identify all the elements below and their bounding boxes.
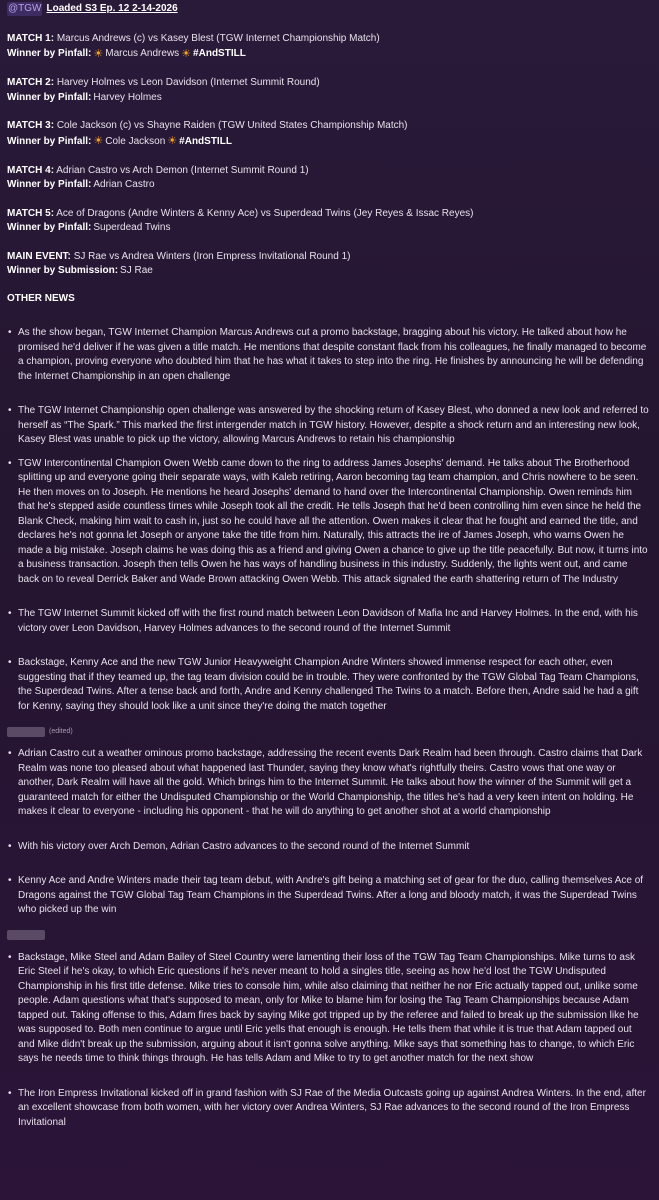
sun-icon: ☀ — [93, 47, 104, 60]
match-line — [7, 32, 651, 47]
news-item: • TGW Intercontinental Champion Owen Webb came down to the ring to address James Josephs' demand. He talks about The Brotherhood splitting up and everyone going their separate ways, with Kaleb retiring, Aaron becoming tag team champion, and Chris nowhere to be seen. He then moves on to Joseph. He mentions he heard Josephs' demand to hand over the Intercontinental Championship. Owen reminds him that he's stepped aside countless times while Joseph took all the credit. He tells Joseph that he'd been controlling him even since he held the Blank Check, making him wait to cash in, just so he could have all the attention. Owen makes it clear that he fought and earned the title, and declares he's not gonna let Joseph or anyone take the title from him. Naturally, this attracts the ire of James Joseph, who warns Owen he made a big mistake. Joseph claims he was doing this as a friend and giving Owen a chance to give up the title peacefully. But now, it turns into a business transaction. Joseph then tells Owen he has ways of handling business in this industry. Suddenly, the lights went out, and came back on to reveal Derrick Baker and Wade Brown attacking Owen Webb. This attack signaled the earth shattering return of The Industry — [7, 457, 651, 588]
match-desc: SJ Rae vs Andrea Winters (Iron Empress Invitational Round 1) — [73, 250, 351, 262]
match-line — [7, 76, 651, 91]
match-desc: Ace of Dragons (Andre Winters & Kenny Ace) vs Superdead Twins (Jey Reyes & Issac Reyes) — [56, 207, 474, 219]
match-label: MATCH 2: — [7, 77, 55, 89]
message-meta — [7, 930, 651, 942]
match-label: MATCH 1: — [7, 33, 55, 44]
winner-label: Winner by Pinfall: — [7, 48, 92, 60]
match-label: MATCH 3: — [7, 120, 55, 132]
winner-name: Marcus Andrews — [105, 48, 180, 60]
winner-label: Winner by Pinfall: — [7, 222, 92, 234]
winner-label: Winner by Submission: — [7, 265, 119, 277]
winner-label: Winner by Pinfall: — [7, 91, 92, 103]
match-line — [7, 250, 651, 265]
match-result — [7, 164, 651, 193]
sun-icon: ☀ — [181, 47, 192, 60]
match-label: MATCH 5: — [7, 207, 55, 219]
winner-label: Winner by Pinfall: — [7, 179, 92, 191]
match-desc: Cole Jackson (c) vs Shayne Raiden (TGW United States Championship Match) — [56, 120, 408, 132]
news-item: • The TGW Internet Summit kicked off with the first round match between Leon Davidson of Mafia Inc and Harvey Holmes. In the end, with his victory over Leon Davidson, Harvey Holmes advances to the second round of the Internet Summit — [7, 607, 651, 636]
match-desc: Adrian Castro vs Arch Demon (Internet Summit Round 1) — [56, 164, 309, 176]
winner-name: SJ Rae — [120, 265, 153, 277]
winner-line — [7, 91, 651, 106]
news-list — [7, 747, 651, 918]
sun-icon: ☀ — [167, 134, 178, 147]
winner-label: Winner by Pinfall: — [7, 135, 92, 147]
news-list — [7, 951, 651, 1131]
redacted-username — [7, 930, 45, 940]
news-item: • The TGW Internet Championship open challenge was answered by the shocking return of Kasey Blest, who donned a new look and referred to herself as “The Spark.” This marked the first intergender match in TGW history. However, despite a shock return and an interesting new look, Kasey Blest was unable to pick up the victory, allowing Marcus Andrews to retain his championship — [7, 404, 651, 448]
match-label: MATCH 4: — [7, 164, 55, 176]
winner-line — [7, 264, 651, 279]
winner-line — [7, 221, 651, 236]
winner-name: Superdead Twins — [93, 222, 171, 234]
redacted-username — [7, 727, 45, 737]
winner-line — [7, 178, 651, 193]
news-list — [7, 326, 651, 714]
news-item: • Kenny Ace and Andre Winters made their tag team debut, with Andre's gift being a matching set of gear for the duo, calling themselves Ace of Dragons against the TGW Global Tag Team Champions in the Superdead Twins. After a long and bloody match, it was the Superdead Twins who picked up the win — [7, 874, 651, 918]
show-title: Loaded S3 Ep. 12 2-14-2026 — [46, 2, 178, 14]
sun-icon: ☀ — [93, 134, 104, 147]
match-result — [7, 76, 651, 105]
news-item: • As the show began, TGW Internet Champion Marcus Andrews cut a promo backstage, bragging about his victory. He talked about how he promised he'd deliver if he was given a title match. He mentions that despite constant flack from his colleagues, he finally managed to become a champion, proving everyone who doubted him that he has what it takes to step into the ring. He finishes by announcing he will be defending the Internet Championship in an open challenge — [7, 326, 651, 384]
hashtag: #AndSTILL — [179, 135, 232, 147]
match-line — [7, 207, 651, 222]
match-result — [7, 119, 651, 149]
message-meta — [7, 726, 651, 738]
match-desc: Harvey Holmes vs Leon Davidson (Internet Summit Round) — [56, 77, 320, 89]
news-item: • With his victory over Arch Demon, Adrian Castro advances to the second round of the Internet Summit — [7, 840, 651, 855]
news-item: • Backstage, Kenny Ace and the new TGW Junior Heavyweight Champion Andre Winters showed immense respect for each other, even suggesting that if they teamed up, the tag team division could be in trouble. They were confronted by the TGW Global Tag Team Champions, the Superdead Twins. After a tense back and forth, Andre and Kenny challenged The Twins to a match. Before then, Andre said he had a gift for Kenny, saying they should look like a unit since they're doing the match together — [7, 656, 651, 714]
match-desc: Marcus Andrews (c) vs Kasey Blest (TGW Internet Championship Match) — [56, 33, 380, 44]
winner-line — [7, 47, 651, 63]
hashtag: #AndSTILL — [193, 48, 246, 60]
news-item: • Adrian Castro cut a weather ominous promo backstage, addressing the recent events Dark Realm had been through. Castro claims that Dark Realm was none too pleased about what happened last Thunder, saying they know what's rightfully theirs. Castro vows that one way or another, Dark Realm will have all the gold. Which brings him to the Internet Summit. He talks about how the winner of the Summit will get a guaranteed match for either the Undisputed Championship or the World Championship, the titles he's had a very keen intent on holding. He makes it clear to everyone - including his opponent - that he will do anything to get another shot at a world championship — [7, 747, 651, 820]
message-header — [7, 0, 651, 18]
match-line — [7, 164, 651, 179]
match-result — [7, 207, 651, 236]
role-mention[interactable]: @TGW — [7, 2, 42, 17]
news-item: • Backstage, Mike Steel and Adam Bailey of Steel Country were lamenting their loss of the TGW Tag Team Championships. Mike turns to ask Eric Steel if he's okay, to which Eric questions if he's never meant to hold a singles title, seeing as how he'd lost the TGW Undisputed Championship in his first title defense. Mike tries to console him, while also claiming that neither he nor Eric actually tapped out, unlike some people. Adam questions what that's supposed to mean, only for Mike to blame him for losing the Tag Team Championships because Adam tapped out. Taking offense to this, Adam fires back by saying Mike got tripped up by the referee and failed to break up the submission like he was supposed to. Both men continue to argue until Eric yells that enough is enough. He tells them that while it is true that Adam tapped out and Mike didn't break up the submission, arguing about it isn't gonna solve anything. Mike says that something has to change, to which Eric says he needs time to think things through. He has tells Adam and Mike to try to get another match for the next show — [7, 951, 651, 1067]
winner-name: Adrian Castro — [93, 179, 155, 191]
match-result — [7, 250, 651, 279]
other-news-heading: OTHER NEWS — [7, 292, 75, 304]
winner-name: Cole Jackson — [105, 135, 166, 147]
winner-line — [7, 134, 651, 150]
match-line — [7, 119, 651, 134]
match-result — [7, 32, 651, 62]
winner-name: Harvey Holmes — [93, 91, 162, 103]
news-item: • The Iron Empress Invitational kicked off in grand fashion with SJ Rae of the Media Outcasts going up against Andrea Winters. In the end, after an excellent showcase from both women, with her victory over Andrea Winters, SJ Rae advances to the second round of the Iron Empress Invitational — [7, 1087, 651, 1131]
edited-label: (edited) — [49, 728, 73, 736]
match-label: MAIN EVENT: — [7, 250, 71, 262]
